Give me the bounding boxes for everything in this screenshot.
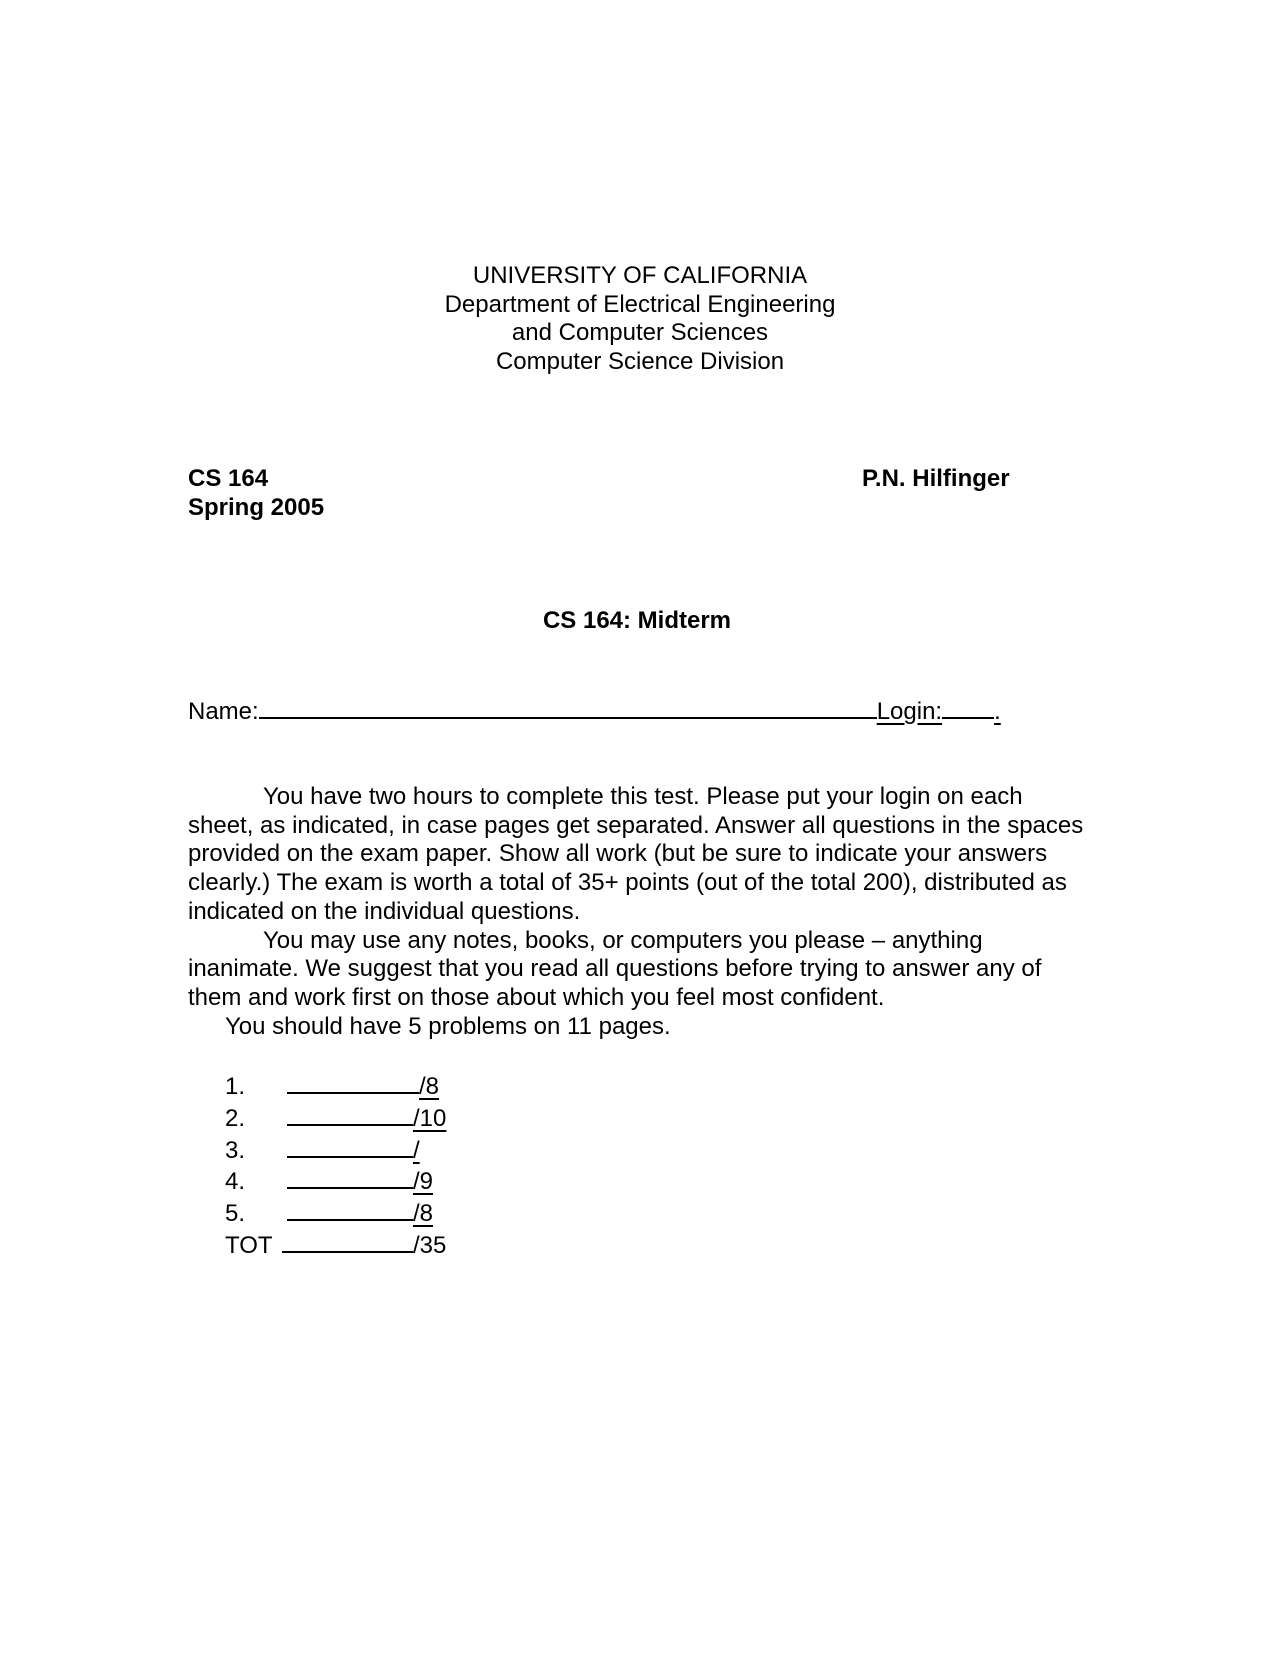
login-label: Login: — [876, 698, 943, 725]
problem-number: 1. — [225, 1073, 246, 1100]
score-row — [225, 1165, 446, 1197]
name-label: Name: — [188, 698, 259, 725]
course-term: Spring 2005 — [188, 493, 325, 521]
total-max-points: /35 — [413, 1231, 447, 1259]
score-row — [225, 1102, 446, 1134]
name-field[interactable] — [259, 695, 877, 719]
login-field[interactable] — [942, 695, 994, 719]
course-info — [188, 465, 324, 522]
problem-number: 2. — [225, 1104, 246, 1132]
score-row — [225, 1070, 446, 1102]
exam-title: CS 164: Midterm — [542, 607, 732, 634]
name-login-line — [188, 695, 1018, 727]
score-field[interactable] — [287, 1070, 419, 1094]
total-score-field[interactable] — [282, 1229, 413, 1253]
university-name: UNIVERSITY OF CALIFORNIA — [472, 262, 808, 289]
division-name: Computer Science Division — [495, 347, 785, 375]
department-name: Department of Electrical Engineering — [444, 290, 836, 318]
instructions-paragraph-3: You should have 5 problems on 11 pages. — [225, 1012, 671, 1040]
score-field[interactable] — [287, 1102, 413, 1126]
score-table — [225, 1070, 446, 1261]
problem-max-points: /8 — [413, 1200, 434, 1228]
score-total-row — [225, 1229, 446, 1261]
score-field[interactable] — [287, 1134, 413, 1158]
instructions — [188, 783, 1088, 1041]
problem-number: 3. — [225, 1136, 246, 1164]
problem-max-points: /10 — [413, 1104, 447, 1132]
problem-max-points: /9 — [413, 1168, 434, 1196]
problem-number: 4. — [225, 1168, 246, 1196]
score-row — [225, 1134, 446, 1166]
score-field[interactable] — [287, 1197, 413, 1221]
course-number: CS 164 — [188, 465, 269, 492]
score-row — [225, 1197, 446, 1229]
institution-header — [0, 262, 1280, 376]
instructions-paragraph-1: You have two hours to complete this test. Please put your login on each sheet, as indicated, in case pages get separated. Answer all questions in the spaces provided on the exam paper. Show all work (but be sure to indicate your answers clearly.) The exam is worth a total of 35+ points (out of the total 200), distributed as indicated on the individual questions. — [188, 783, 1084, 925]
problem-max-points: /8 — [419, 1073, 440, 1100]
instructor-name: P.N. Hilfinger — [862, 465, 1010, 492]
problem-number: 5. — [225, 1200, 246, 1228]
login-end: . — [994, 698, 1001, 725]
department-name-cont: and Computer Sciences — [511, 319, 769, 346]
instructions-paragraph-2: You may use any notes, books, or computers you please – anything inanimate. We suggest that you read all questions before trying to answer any of them and work first on those about which you feel most confident. — [188, 926, 1042, 1011]
problem-max-points: / — [413, 1136, 420, 1164]
total-label: TOT — [225, 1231, 273, 1259]
score-field[interactable] — [287, 1165, 413, 1189]
